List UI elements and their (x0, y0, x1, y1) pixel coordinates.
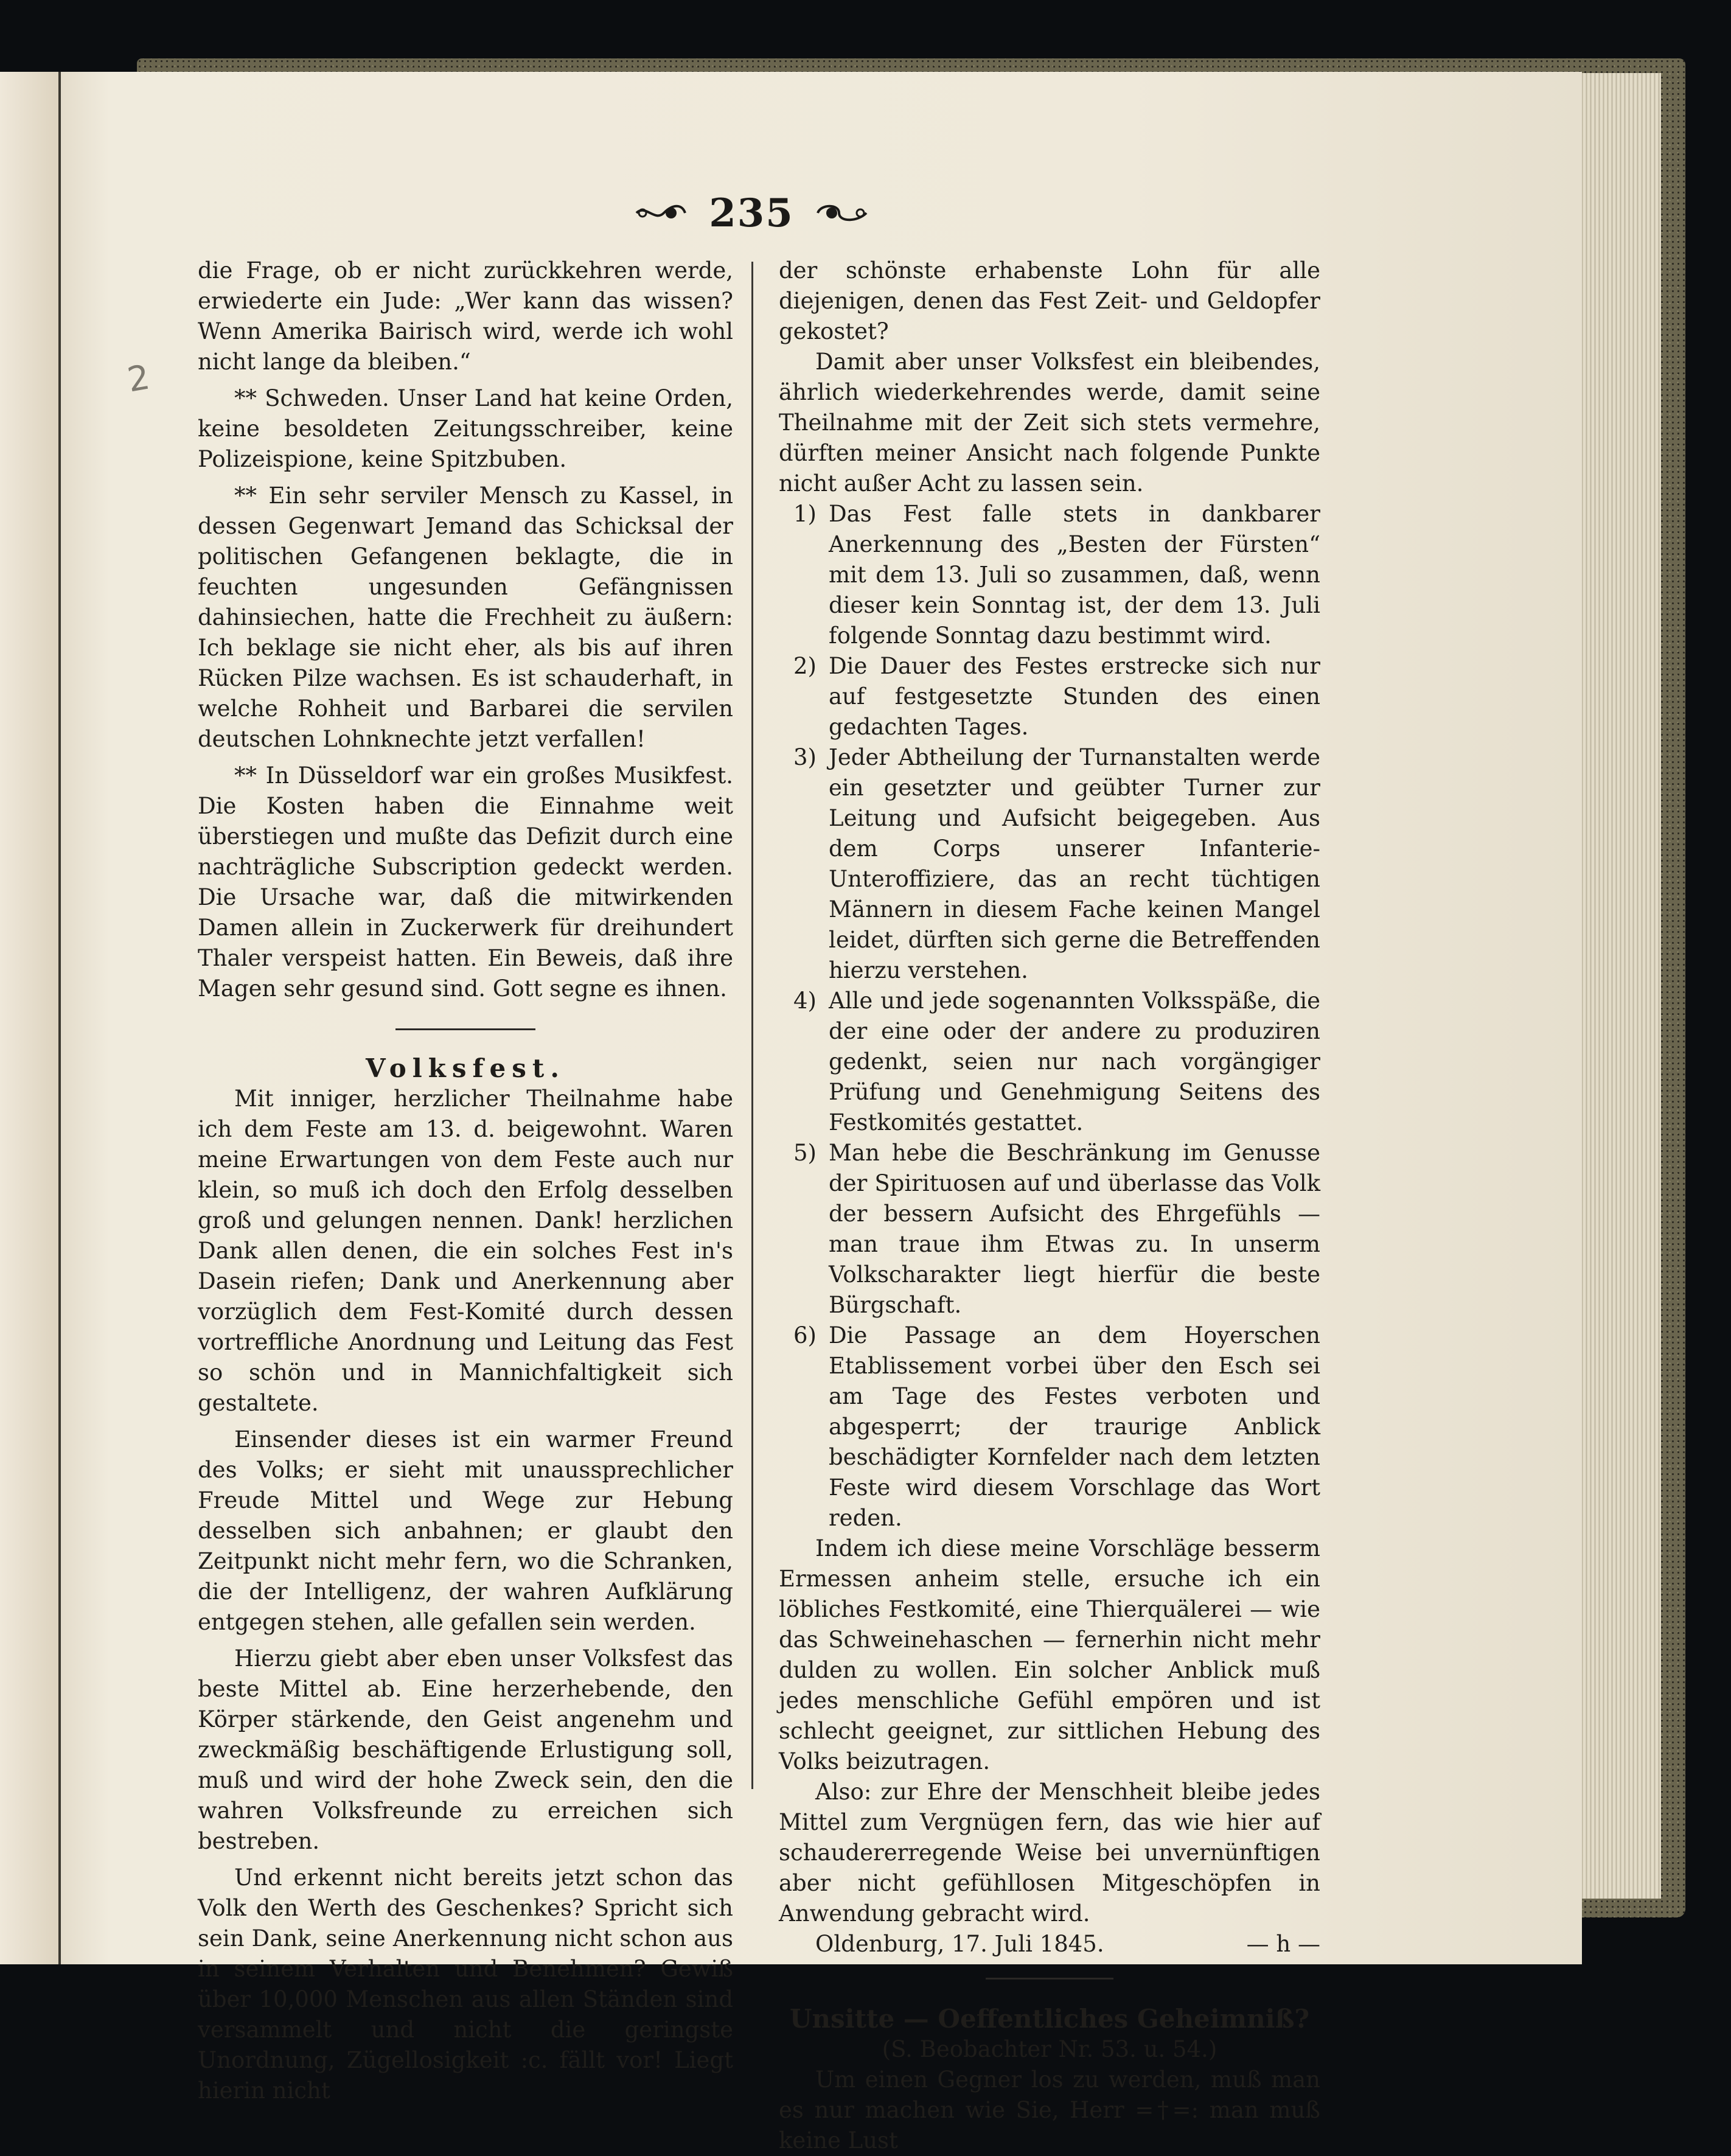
list-item (779, 742, 1320, 986)
list-number: 5) (793, 1140, 817, 1166)
right-column (779, 256, 1320, 2156)
article-title: Unsitte — Oeffentliches Geheimniß? (789, 2004, 1310, 2034)
list-item (779, 1320, 1320, 1533)
list-number: 1) (793, 501, 817, 527)
sign-place-date: Oldenburg, 17. Juli 1845. (815, 1931, 1104, 1957)
list-number: 3) (793, 744, 817, 770)
list-item (779, 499, 1320, 651)
paragraph: Mit inniger, herzlicher Theilnahme habe ich dem Feste am 13. d. beigewohnt. Waren meine Erwartungen von dem Feste auch nur klein, so muß ich doch den Erfolg desselben groß und gelungen nennen. Dank! herzlichen Dank allen denen, die ein solches Fest in's Dasein riefen; Dank und Anerkennung aber vorzüglich dem Fest-Komité durch dessen vortreffliche Anordnung und Leitung das Fest so schön und in Mannichfaltigkeit sich gestaltete. (198, 1086, 733, 1416)
right-ornament-icon (815, 201, 869, 225)
page-number: 235 (709, 190, 794, 236)
list-text: Das Fest falle stets in dankbarer Anerkennung des „Besten der Fürsten“ mit dem 13. Juli so zusammen, daß, wenn dieser kein Sonntag ist, der dem 13. Juli folgende Sonntag dazu bestimmt wird. (829, 501, 1320, 649)
paragraph: die Frage, ob er nicht zurückkehren werde, erwiederte ein Jude: „Wer kann das wissen? Wenn Amerika Bairisch wird, werde ich wohl nicht lange da bleiben.“ (198, 257, 733, 375)
list-text: Man hebe die Beschränkung im Genusse der Spirituosen auf und überlasse das Volk der bessern Aufsicht des Ehrgefühls — man traue ihm Etwas zu. In unserm Volkscharakter liegt hierfür die beste Bürgschaft. (829, 1140, 1320, 1318)
list-text: Alle und jede sogenannten Volksspäße, die der eine oder der andere zu produziren gedenkt, seien nur nach vorgängiger Prüfung und Genehmigung Seitens des Festkomités gestattet. (829, 988, 1320, 1136)
paragraph: Und erkennt nicht bereits jetzt schon das Volk den Werth des Geschenkes? Spricht sich sein Dank, seine Anerkennung nicht schon aus in seinem Verhalten und Benehmen? Gewiß über 10,000 Menschen aus allen Ständen sind versammelt und nicht die geringste Unordnung, Zügellosigkeit :c. fällt vor! Liegt hierin nicht (198, 1865, 733, 2104)
paragraph: der schönste erhabenste Lohn für alle diejenigen, denen das Fest Zeit- und Geldopfer gekostet? (779, 257, 1320, 344)
list-number: 4) (793, 988, 817, 1014)
list-item (779, 986, 1320, 1138)
paragraph: ** In Düsseldorf war ein großes Musikfest. Die Kosten haben die Einnahme weit überstiegen und mußte das Defizit durch eine nachträgliche Subscription gedeckt werden. Die Ursache war, daß die mitwirkenden Damen allein in Zuckerwerk für dreihundert Thaler verspeist hatten. Ein Beweis, daß ihre Magen sehr gesund sind. Gott segne es ihnen. (198, 762, 733, 1002)
article-title: Volksfest. (366, 1053, 565, 1083)
list-item (779, 651, 1320, 742)
left-column (198, 256, 733, 2106)
article-subtitle: (S. Beobachter Nr. 53. u. 54.) (882, 2036, 1217, 2062)
paragraph: Hierzu giebt aber eben unser Volksfest das beste Mittel ab. Eine herzerhebende, den Körper stärkende, den Geist angenehm und zweckmäßig beschäftigende Erlustigung soll, muß und wird der hohe Zweck sein, den die wahren Volksfreunde zu erreichen sich bestreben. (198, 1645, 733, 1854)
pencil-margin-note: 2 (124, 357, 153, 400)
list-text: Die Dauer des Festes erstrecke sich nur auf festgesetzte Stunden des einen gedachten Tages. (829, 653, 1320, 740)
list-text: Die Passage an dem Hoyerschen Etablissement vorbei über den Esch sei am Tage des Festes verboten und abgesperrt; der traurige Anblick beschädigter Kornfelder nach dem letzten Feste wird diesem Vorschlage das Wort reden. (829, 1322, 1320, 1531)
paragraph: Um einen Gegner los zu werden, muß man es nur machen wie Sie, Herr =†=: man muß keine Lust (779, 2067, 1320, 2154)
sign-author: — h — (1246, 1931, 1320, 1957)
paragraph: ** Schweden. Unser Land hat keine Orden, keine besoldeten Zeitungsschreiber, keine Polizeispione, keine Spitzbuben. (198, 385, 733, 472)
left-ornament-icon (633, 201, 688, 225)
list-number: 2) (793, 653, 817, 679)
page-header (611, 189, 891, 237)
paragraph: Indem ich diese meine Vorschläge besserm Ermessen anheim stelle, ersuche ich ein löbliches Festkomité, eine Thierquälerei — wie das Schweinehaschen — fernerhin nicht mehr dulden zu wollen. Ein solcher Anblick muß jedes menschliche Gefühl empören und ist schlecht geeignet, zur sittlichen Hebung des Volks beizutragen. (779, 1535, 1320, 1774)
proposal-list (779, 499, 1320, 1533)
paragraph: Damit aber unser Volksfest ein bleibendes, ährlich wiederkehrendes werde, damit seine Theilnahme mit der Zeit sich stets vermehre, dürften meiner Ansicht nach folgende Punkte nicht außer Acht zu lassen sein. (779, 349, 1320, 497)
paragraph: ** Ein sehr serviler Mensch zu Kassel, in dessen Gegenwart Jemand das Schicksal der politischen Gefangenen beklagte, die in feuchten ungesunden Gefängnissen dahinsiechen, hatte die Frechheit zu äußern: Ich beklage sie nicht eher, als bis auf ihren Rücken Pilze wachsen. Es ist schauderhaft, in welche Rohheit und Barbarei die servilen deutschen Lohnknechte jetzt verfallen! (198, 483, 733, 752)
list-number: 6) (793, 1322, 817, 1348)
section-divider (986, 1978, 1113, 1980)
signature-line (779, 1929, 1320, 1959)
section-divider (395, 1028, 535, 1030)
paragraph: Also: zur Ehre der Menschheit bleibe jedes Mittel zum Vergnügen fern, das wie hier auf schaudererregende Weise bei unvernünftigen aber nicht gefühllosen Mitgeschöpfen in Anwendung gebracht wird. (779, 1779, 1320, 1927)
left-page-edge (0, 72, 58, 1964)
paragraph: Einsender dieses ist ein warmer Freund des Volks; er sieht mit unaussprechlicher Freude Mittel und Wege zur Hebung desselben sich anbahnen; er glaubt den Zeitpunkt nicht mehr fern, wo die Schranken, die der Intelligenz, der wahren Aufklärung entgegen stehen, alle gefallen sein werden. (198, 1426, 733, 1635)
list-text: Jeder Abtheilung der Turnanstalten werde ein gesetzter und geübter Turner zur Leitung und Aufsicht beigegeben. Aus dem Corps unserer Infanterie-Unteroffiziere, das an recht tüchtigen Männern in diesem Fache keinen Mangel leidet, dürften sich gerne die Betreffenden hierzu verstehen. (829, 744, 1320, 983)
column-rule (751, 262, 753, 1789)
list-item (779, 1138, 1320, 1320)
